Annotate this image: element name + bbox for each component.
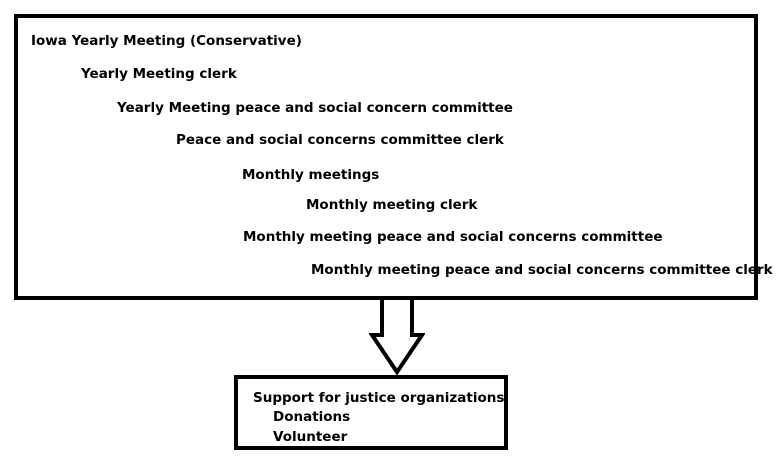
support-title: Support for justice organizations [253,390,505,406]
monthly-committee-clerk-label: Monthly meeting peace and social concerns committee clerk [311,262,773,278]
monthly-meetings-label: Monthly meetings [242,167,380,183]
support-box [234,375,508,450]
yearly-meeting-clerk-label: Yearly Meeting clerk [81,66,237,82]
yearly-committee-label: Yearly Meeting peace and social concern committee [117,100,513,116]
down-arrow-icon [369,296,425,376]
organization-hierarchy-box [14,14,773,300]
yearly-committee-clerk-label: Peace and social concerns committee clerk [176,132,504,148]
support-item-donations: Donations [273,409,351,425]
support-item-volunteer: Volunteer [273,429,348,445]
root-yearly-meeting-label: Iowa Yearly Meeting (Conservative) [31,33,302,49]
monthly-meeting-clerk-label: Monthly meeting clerk [306,197,478,213]
monthly-committee-label: Monthly meeting peace and social concerns committee [243,229,663,245]
